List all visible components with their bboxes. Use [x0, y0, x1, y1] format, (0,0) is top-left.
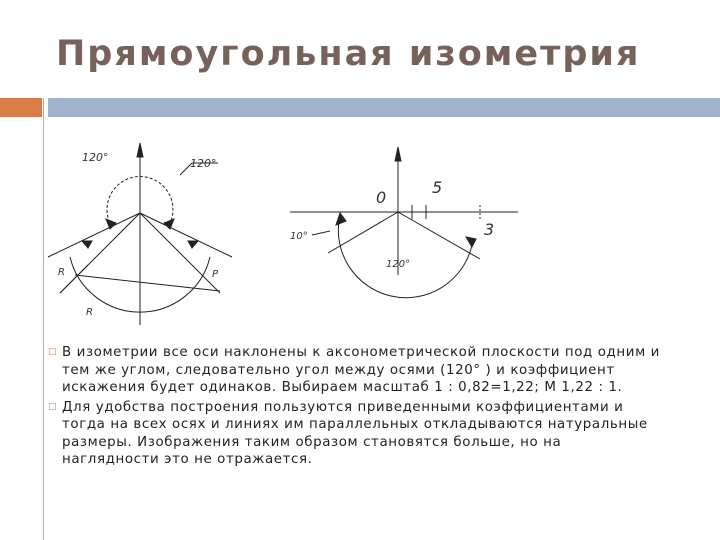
bullet-item-1 [48, 344, 688, 397]
isometry-figure [40, 135, 540, 325]
bullet-list [48, 344, 688, 471]
bullet-2-line-3: размеры. Изображения таким образом становятся больше, но на [62, 434, 562, 450]
left-diagram [48, 143, 232, 325]
bullet-1-line-1: В изометрии все оси наклонены к аксонометрической плоскости под одним и [62, 345, 660, 360]
left-angle-label-a: 120° [82, 151, 109, 164]
title-accent-bar-blue [48, 98, 720, 117]
bullet-2-line-2: тогда на всех осях и линиях им параллельных откладываются натуральные [62, 417, 648, 432]
right-origin-label: 0 [376, 188, 387, 207]
bullet-2-line-4: наглядности это не отражается. [62, 452, 313, 467]
bullet-item-2 [48, 399, 688, 469]
slide-title: Прямоугольная изометрия [56, 34, 641, 74]
left-label-r-bottom: R [86, 307, 93, 318]
left-angle-label-b: 120° [190, 157, 217, 170]
title-accent-bar-orange [0, 98, 42, 117]
right-scale-label-3: 3 [484, 220, 495, 239]
right-angle-label-small: 10° [290, 231, 308, 242]
bullet-box-icon: □ [48, 401, 58, 412]
bullet-box-icon: □ [48, 347, 58, 357]
left-label-r-left: R [58, 267, 65, 278]
bullet-1-line-3: искажения будет одинаков. Выбираем масштаб 1 : 0,82=1,22; М 1,22 : 1. [62, 380, 623, 395]
left-label-r-right: P [212, 269, 219, 280]
right-scale-label-5: 5 [432, 178, 443, 197]
bullet-1-line-2: тем же углом, следовательно угол между осями (120° ) и коэффициент [62, 362, 615, 378]
bullet-2-line-1: Для удобства построения пользуются приведенными коэффициентами и [62, 399, 624, 415]
right-angle-label-bottom: 120° [386, 259, 411, 270]
